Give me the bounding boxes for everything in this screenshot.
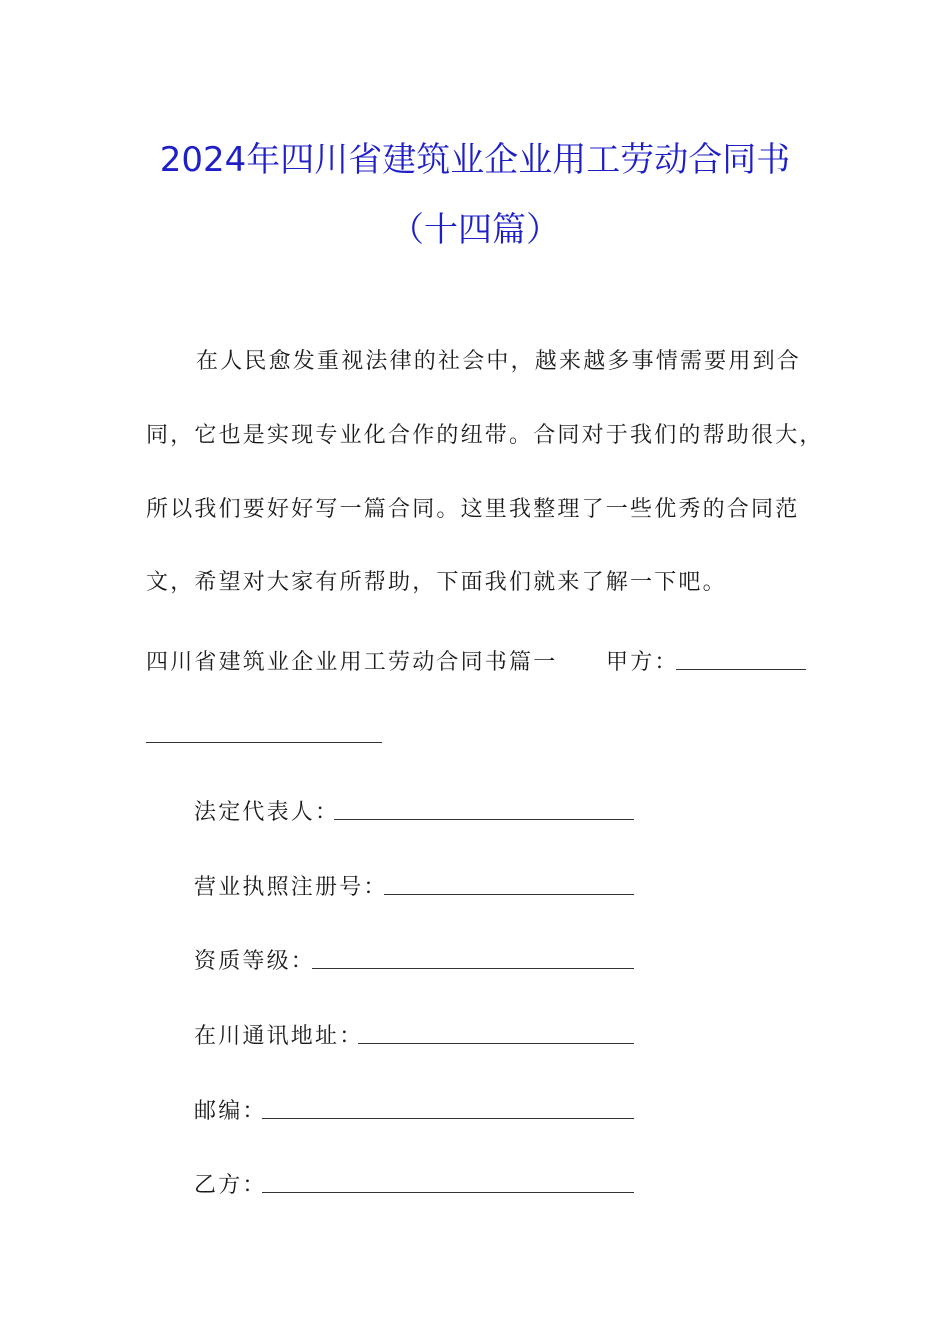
sichuan-address-blank-line bbox=[358, 1043, 634, 1044]
party-b-blank-line bbox=[262, 1192, 634, 1193]
contract-section-heading: 四川省建筑业企业用工劳动合同书篇一 bbox=[146, 650, 558, 675]
intro-paragraph-line: 在人民愈发重视法律的社会中，越来越多事情需要用到合 bbox=[196, 349, 802, 374]
qualification-grade-blank-line bbox=[312, 968, 634, 969]
business-license-blank-line bbox=[384, 894, 634, 895]
intro-paragraph-line: 所以我们要好好写一篇合同。这里我整理了一些优秀的合同范 bbox=[146, 497, 800, 522]
intro-paragraph-line: 文，希望对大家有所帮助，下面我们就来了解一下吧。 bbox=[146, 570, 727, 595]
party-b-label: 乙方： bbox=[194, 1173, 267, 1198]
party-a-label: 甲方： bbox=[606, 650, 679, 675]
business-license-label: 营业执照注册号： bbox=[194, 875, 388, 900]
sichuan-address-label: 在川通讯地址： bbox=[194, 1024, 364, 1049]
legal-representative-label: 法定代表人： bbox=[194, 800, 340, 825]
legal-representative-blank-line bbox=[334, 819, 634, 820]
postal-code-label: 邮编： bbox=[194, 1099, 267, 1124]
intro-paragraph-line: 同，它也是实现专业化合作的纽带。合同对于我们的帮助很大， bbox=[146, 423, 824, 448]
postal-code-blank-line bbox=[262, 1118, 634, 1119]
party-a-blank-line bbox=[676, 669, 806, 670]
document-title-line1: 2024年四川省建筑业企业用工劳动合同书 bbox=[159, 140, 791, 180]
party-a-blank-line-continued bbox=[146, 742, 382, 743]
document-title-line2: （十四篇） bbox=[390, 210, 560, 250]
qualification-grade-label: 资质等级： bbox=[194, 949, 316, 974]
